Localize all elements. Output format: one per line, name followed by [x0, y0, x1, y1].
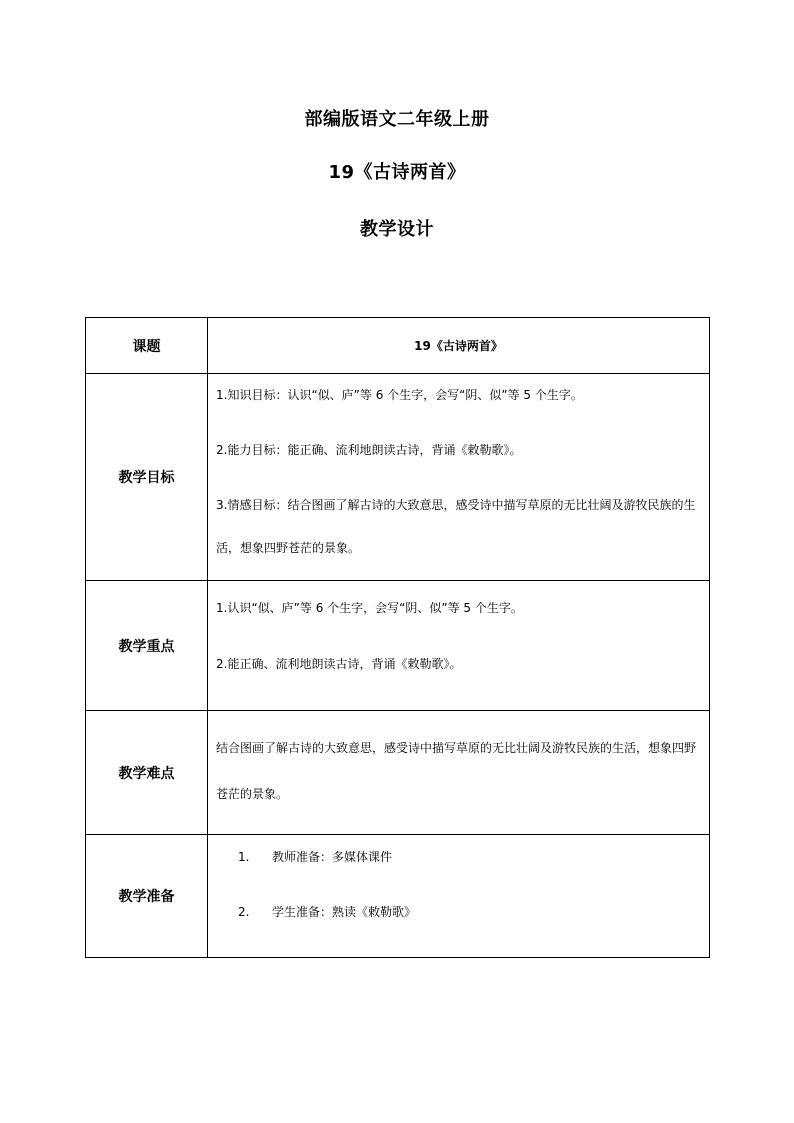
- document-title: 部编版语文二年级上册: [304, 109, 490, 130]
- topic-label: 课题: [86, 318, 208, 374]
- goal-ability: 2.能力目标：能正确、流利地朗读古诗，背诵《敕勒歌》。: [216, 443, 522, 457]
- list-item: [208, 902, 709, 922]
- key-point-1: 1.认识“似、庐”等 6 个生字，会写“阴、似”等 5 个生字。: [216, 601, 523, 615]
- key-points-label: 教学重点: [86, 581, 208, 711]
- difficulty-text: 结合图画了解古诗的大致意思，感受诗中描写草原的无比壮阔及游牧民族的生活，想象四野苍茫的景象。: [216, 741, 697, 801]
- list-number: 1.: [238, 850, 250, 864]
- goals-content: [208, 374, 710, 581]
- document-subtitle: 教学设计: [360, 219, 434, 240]
- lesson-title: 19《古诗两首》: [328, 162, 466, 183]
- list-text: 教师准备：多媒体课件: [272, 850, 393, 864]
- list-item: [208, 847, 709, 867]
- goal-knowledge: 1.知识目标：认识“似、庐”等 6 个生字，会写“阴、似”等 5 个生字。: [216, 388, 583, 402]
- key-point-2: 2.能正确、流利地朗读古诗，背诵《敕勒歌》。: [216, 657, 462, 671]
- goals-label: 教学目标: [86, 374, 208, 581]
- preparation-label: 教学准备: [86, 835, 208, 958]
- key-points-content: [208, 581, 710, 711]
- topic-value: 19《古诗两首》: [208, 318, 710, 374]
- difficulty-content: [208, 711, 710, 835]
- table-row-preparation: [86, 835, 710, 958]
- list-text: 学生准备：熟读《敕勒歌》: [272, 905, 417, 919]
- table-row-goals: [86, 374, 710, 581]
- goal-emotion: 3.情感目标：结合图画了解古诗的大致意思，感受诗中描写草原的无比壮阔及游牧民族的生活，想象四野苍茫的景象。: [216, 498, 696, 555]
- lesson-plan-table: [85, 317, 710, 958]
- table-row-difficulty: [86, 711, 710, 835]
- difficulty-label: 教学难点: [86, 711, 208, 835]
- list-number: 2.: [238, 905, 250, 919]
- table-row-key-points: [86, 581, 710, 711]
- table-row-topic: [86, 318, 710, 374]
- preparation-content: [208, 835, 710, 958]
